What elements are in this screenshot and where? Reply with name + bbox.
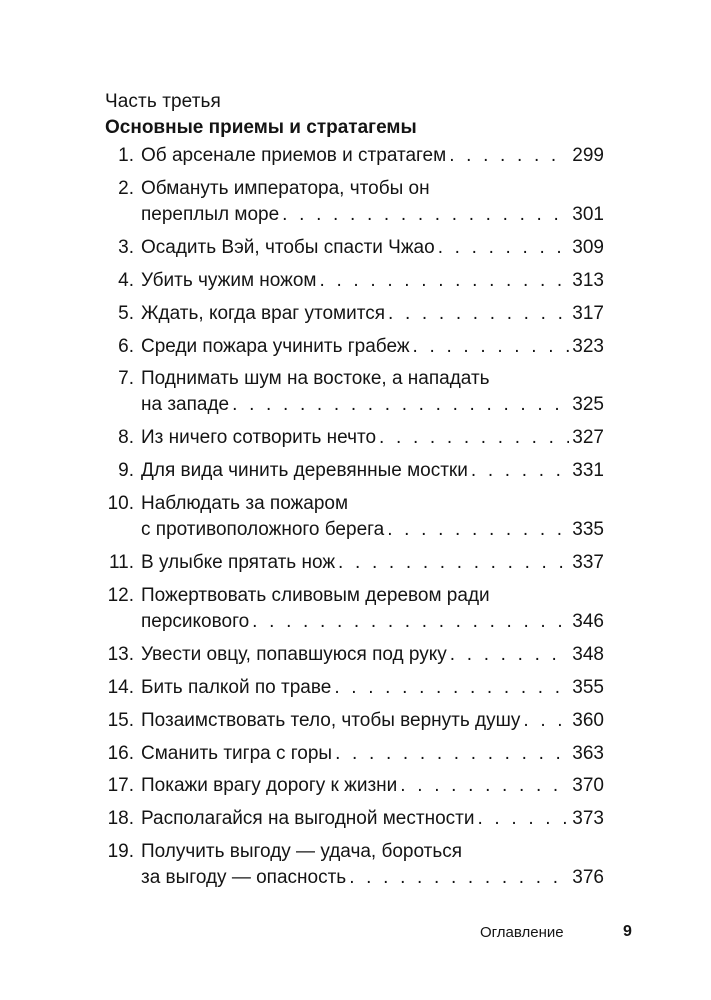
dot-leader: [335, 743, 569, 765]
toc-entry-leader-line: [141, 644, 604, 666]
toc-entry-number: 7.: [118, 368, 134, 390]
toc-entry-leader-line: [141, 519, 604, 541]
toc-entry-title: Убить чужим ножом: [141, 269, 317, 291]
toc-entry-page: 360: [572, 709, 604, 731]
dot-leader: [388, 303, 569, 325]
toc-entry-leader-line: [141, 611, 604, 633]
toc-entry-page: 363: [572, 742, 604, 764]
toc-entry-leader-line: [141, 270, 604, 292]
toc-entry-page: 323: [572, 335, 604, 357]
toc-entry-number: 13.: [107, 643, 134, 665]
toc-entry-title: Располагайся на выгодной местности: [141, 808, 475, 830]
dot-leader: [471, 460, 569, 482]
toc-entry-title: Для вида чинить деревянные мостки: [141, 460, 468, 482]
toc-entry-leader-line: [141, 808, 604, 830]
toc-entry-title-line: Наблюдать за пожаром: [141, 493, 349, 515]
dot-leader: [252, 611, 569, 633]
toc-entry-leader-line: [141, 303, 604, 325]
part-label: Часть третья: [105, 91, 221, 112]
dot-leader: [232, 394, 569, 416]
toc-entry-title-line: Получить выгоду — удача, бороться: [141, 841, 463, 863]
toc-entry-title: Покажи врагу дорогу к жизни: [141, 775, 398, 797]
toc-entry-page: 370: [572, 775, 604, 797]
toc-entry-leader-line: [141, 336, 604, 358]
toc-entry-title: персикового: [141, 610, 250, 632]
toc-entry-number: 14.: [107, 676, 134, 698]
toc-entry-title: Среди пожара учинить грабеж: [141, 335, 410, 357]
dot-leader: [334, 677, 569, 699]
toc-entry-number: 19.: [107, 841, 134, 863]
toc-entry-number: 5.: [118, 302, 134, 324]
toc-entry-title: Сманить тигра с горы: [141, 742, 333, 764]
toc-entry-leader-line: [141, 677, 604, 699]
toc-entry-leader-line: [141, 145, 604, 167]
dot-leader: [449, 145, 569, 167]
running-footer-label: Оглавление: [480, 924, 564, 941]
toc-entry-title: с противоположного берега: [141, 519, 385, 541]
toc-entry-page: 376: [572, 867, 604, 889]
toc-entry-page: 309: [572, 236, 604, 258]
toc-entry-title-line: Пожертвовать сливовым деревом ради: [141, 584, 490, 606]
toc-entry-leader-line: [141, 460, 604, 482]
toc-entry-title: Об арсенале приемов и стратагем: [141, 145, 447, 166]
dot-leader: [523, 710, 569, 732]
dot-leader: [379, 427, 569, 449]
toc-entry-page: 313: [572, 269, 604, 291]
toc-entry-number: 6.: [118, 335, 134, 357]
toc-entry-leader-line: [141, 743, 604, 765]
toc-entry-number: 12.: [107, 584, 134, 606]
dot-leader: [450, 644, 570, 666]
toc-entry-title: Осадить Вэй, чтобы спасти Чжао: [141, 236, 435, 258]
toc-entry-title: Увести овцу, попавшуюся под руку: [141, 643, 447, 665]
toc-entry-page: 346: [572, 610, 604, 632]
dot-leader: [338, 552, 569, 574]
toc-entry-number: 2.: [118, 177, 134, 199]
section-title: Основные приемы и стратагемы: [105, 117, 417, 138]
toc-entry-number: 8.: [118, 427, 134, 449]
toc-entry-leader-line: [141, 552, 604, 574]
toc-entry-leader-line: [141, 394, 604, 416]
toc-entry-title: переплыл море: [141, 203, 280, 225]
toc-entry-leader-line: [141, 775, 604, 797]
dot-leader: [413, 336, 570, 358]
toc-entry-leader-line: [141, 204, 604, 226]
toc-entry-number: 16.: [107, 742, 134, 764]
toc-entry-leader-line: [141, 237, 604, 259]
dot-leader: [387, 519, 569, 541]
toc-entry-title: Позаимствовать тело, чтобы вернуть душу: [141, 709, 521, 731]
toc-entry-page: 299: [572, 145, 604, 166]
toc-entry-title-line: Поднимать шум на востоке, а нападать: [141, 368, 490, 390]
toc-entry-number: 3.: [118, 236, 134, 258]
toc-entry-number: 17.: [107, 775, 134, 797]
toc-entry-page: 335: [572, 519, 604, 541]
toc-entry-number: 4.: [118, 269, 134, 291]
toc-entry-leader-line: [141, 867, 604, 889]
dot-leader: [438, 237, 570, 259]
toc-entry-leader-line: [141, 427, 604, 449]
dot-leader: [320, 270, 570, 292]
dot-leader: [282, 204, 569, 226]
toc-entry-number: 11.: [108, 552, 134, 573]
dot-leader: [400, 775, 569, 797]
toc-entry-title-line: Обмануть императора, чтобы он: [141, 177, 430, 199]
toc-entry-number: 10.: [107, 493, 134, 515]
toc-entry-leader-line: [141, 710, 604, 732]
toc-entry-title: Из ничего сотворить нечто: [141, 427, 377, 449]
toc-entry-title: за выгоду — опасность: [141, 867, 347, 889]
toc-entry-page: 317: [572, 302, 604, 324]
dot-leader: [477, 808, 569, 830]
toc-entry-page: 331: [572, 460, 604, 482]
toc-entry-number: 18.: [107, 808, 134, 830]
toc-entry-page: 373: [572, 808, 604, 830]
toc-entry-page: 327: [572, 427, 604, 449]
toc-entry-title: В улыбке прятать нож: [141, 552, 336, 573]
toc-entry-title: на западе: [141, 394, 230, 416]
toc-entry-page: 325: [572, 394, 604, 416]
toc-entry-title: Бить палкой по траве: [141, 676, 332, 698]
page-number: 9: [623, 923, 632, 940]
toc-entry-title: Ждать, когда враг утомится: [141, 302, 385, 324]
toc-entry-page: 337: [572, 552, 604, 573]
toc-entry-number: 9.: [118, 460, 134, 482]
dot-leader: [349, 867, 569, 889]
toc-entry-number: 1.: [118, 145, 134, 166]
toc-entry-page: 348: [572, 643, 604, 665]
toc-entry-number: 15.: [107, 709, 134, 731]
toc-entry-page: 301: [572, 203, 604, 225]
toc-entry-page: 355: [572, 676, 604, 698]
